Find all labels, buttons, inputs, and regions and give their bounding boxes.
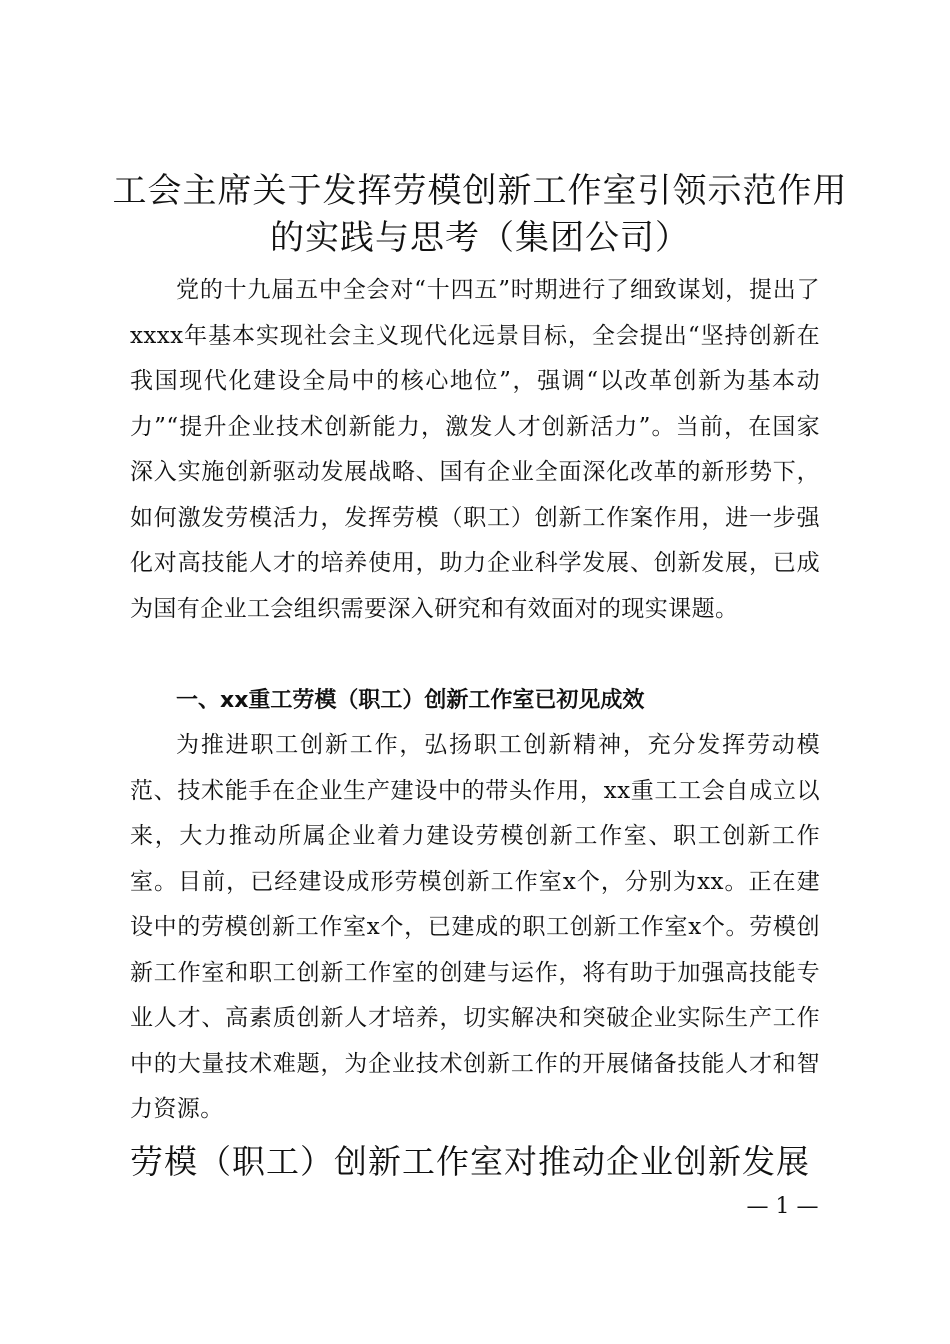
section-paragraph: 为推进职工创新工作，弘扬职工创新精神，充分发挥劳动模范、技术能手在企业生产建设中的带头作用，xx重工工会自成立以来，大力推动所属企业着力建设劳模创新工作室、职工创新工作室。目前，已经建设成形劳模创新工作室x个，分别为xx。正在建设中的劳模创新工作室x个，已建成的职工创新工作室x个。劳模创新工作室和职工创新工作室的创建与运作，将有助于加强高技能专业人才、高素质创新人才培养，切实解决和突破企业实际生产工作中的大量技术难题，为企业技术创新工作的开展储备技能人才和智力资源。 bbox=[130, 732, 820, 1122]
page-number: — 1 — bbox=[746, 1194, 819, 1219]
continued-heading: 劳模（职工）创新工作室对推动企业创新发展 bbox=[130, 1142, 810, 1181]
document-title: 工会主席关于发挥劳模创新工作室引领示范作用的实践与思考（集团公司） bbox=[112, 171, 848, 258]
section-heading: 一、xx重工劳模（职工）创新工作室已初见成效 bbox=[176, 688, 645, 713]
intro-paragraph: 党的十九届五中全会对“十四五”时期进行了细致谋划，提出了xxxx年基本实现社会主义现代化远景目标，全会提出“坚持创新在我国现代化建设全局中的核心地位”，强调“以改革创新为基本动力”“提升企业技术创新能力，激发人才创新活力”。当前，在国家深入实施创新驱动发展战略、国有企业全面深化改革的新形势下，如何激发劳模活力，发挥劳模（职工）创新工作案作用，进一步强化对高技能人才的培养使用，助力企业科学发展、创新发展，已成为国有企业工会组织需要深入研究和有效面对的现实课题。 bbox=[130, 277, 820, 622]
